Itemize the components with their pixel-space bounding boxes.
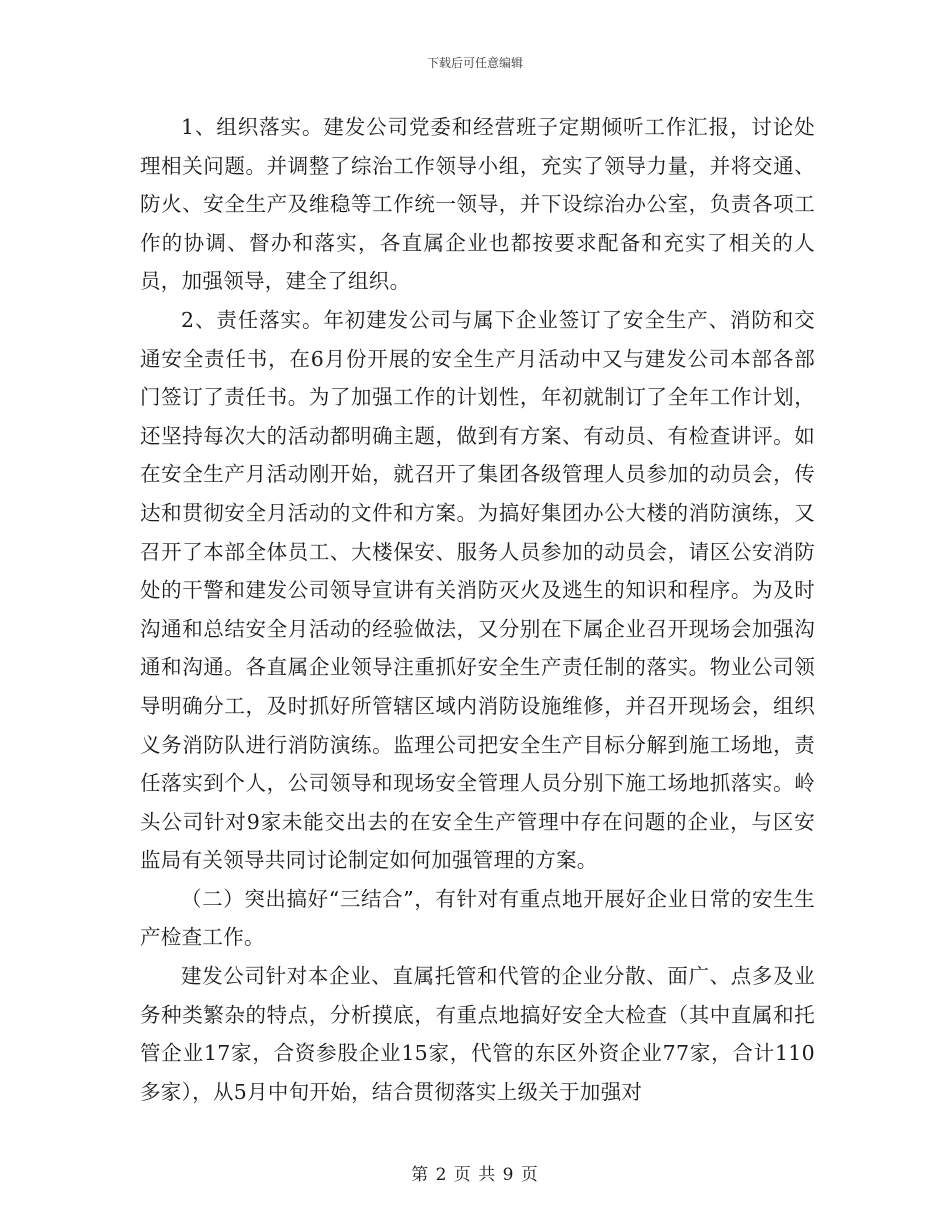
header-note: 下载后可任意编辑 [426,56,523,70]
document-body [140,108,815,1111]
page-number: 第 2 页 共 9 页 [411,1165,539,1185]
paragraph-inspection: 建发公司针对本企业、直属托管和代管的企业分散、面广、点多及业务种类繁杂的特点，分析摸底，有重点地搞好安全大检查（其中直属和托管企业17家，合资参股企业15家，代管的东区外资企业77家，合计110多家），从5月中旬开始，结合贯彻落实上级关于加强对 [140,964,815,1104]
paragraph-responsibility: 2、责任落实。年初建发公司与属下企业签订了安全生产、消防和交通安全责任书，在6月份开展的安全生产月活动中又与建发公司本部各部门签订了责任书。为了加强工作的计划性，年初就制订了全年工作计划，还坚持每次大的活动都明确主题，做到有方案、有动员、有检查讲评。如在安全生产月活动刚开始，就召开了集团各级管理人员参加的动员会，传达和贯彻安全月活动的文件和方案。为搞好集团办公大楼的消防演练，又召开了本部全体员工、大楼保安、服务人员参加的动员会，请区公安消防处的干警和建发公司领导宣讲有关消防灭火及逃生的知识和程序。为及时沟通和总结安全月活动的经验做法，又分别在下属企业召开现场会加强沟通和沟通。各直属企业领导注重抓好安全生产责任制的落实。物业公司领导明确分工，及时抓好所管辖区域内消防设施维修，并召开现场会，组织义务消防队进行消防演练。监理公司把安全生产目标分解到施工场地，责任落实到个人，公司领导和现场安全管理人员分别下施工场地抓落实。岭头公司针对9家未能交出去的在安全生产管理中存在问题的企业，与区安监局有关领导共同讨论制定如何加强管理的方案。 [140,307,815,873]
paragraph-organization: 1、组织落实。建发公司党委和经营班子定期倾听工作汇报，讨论处理相关问题。并调整了综治工作领导小组，充实了领导力量，并将交通、防火、安全生产及维稳等工作统一领导，并下设综治办公室，负责各项工作的协调、督办和落实，各直属企业也都按要求配备和充实了相关的人员，加强领导，建全了组织。 [140,115,815,294]
section-heading-three-combinations: （二）突出搞好“三结合”，有针对有重点地开展好企业日常的安生生产检查工作。 [140,886,815,950]
